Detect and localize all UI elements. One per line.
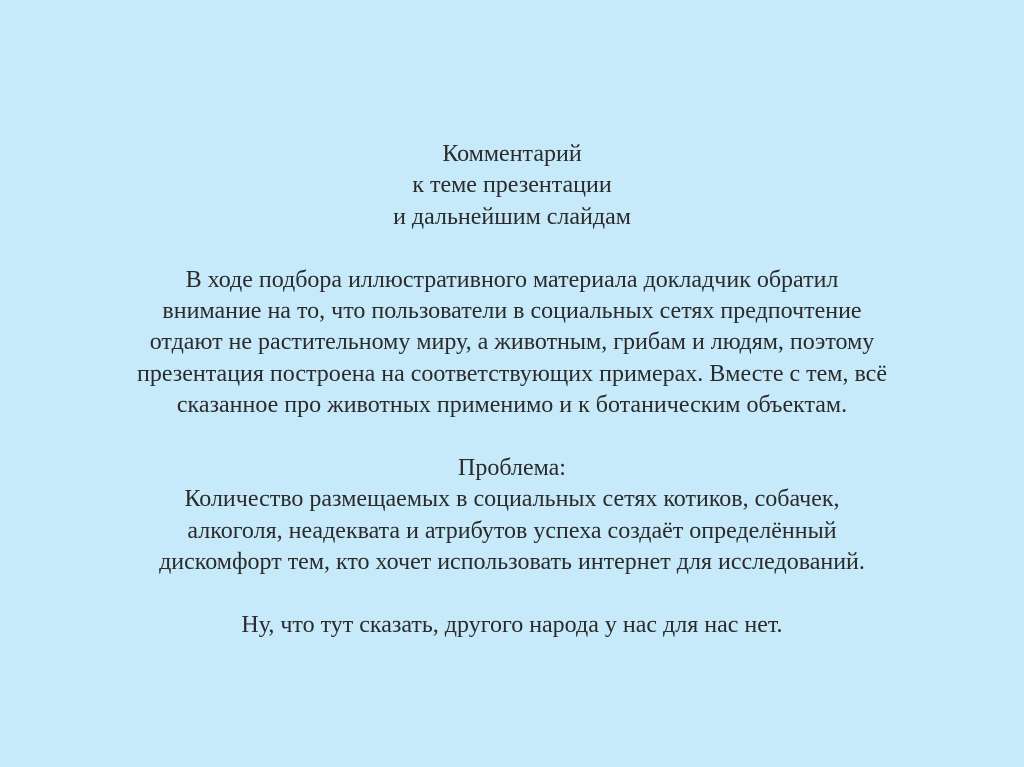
conclusion-line: Ну, что тут сказать, другого народа у нас для нас нет.	[241, 612, 783, 639]
observation-line-4: презентация построена на соответствующих примерах. Вместе с тем, всё	[137, 360, 887, 387]
spacer	[0, 422, 1024, 453]
problem-line-1: Количество размещаемых в социальных сетях котиков, собачек,	[184, 486, 840, 513]
problem-paragraph	[0, 453, 1024, 579]
heading-line-3: и дальнейшим слайдам	[393, 203, 631, 230]
heading-block	[0, 139, 1024, 233]
conclusion-paragraph	[0, 610, 1024, 641]
observation-line-1: В ходе подбора иллюстративного материала докладчик обратил	[185, 266, 839, 293]
heading-line-2: к теме презентации	[412, 172, 612, 199]
observation-paragraph	[0, 265, 1024, 422]
slide-text	[0, 139, 1024, 641]
spacer	[0, 233, 1024, 264]
observation-line-2: внимание на то, что пользователи в социальных сетях предпочтение	[162, 298, 862, 325]
problem-line-2: алкоголя, неадеквата и атрибутов успеха создаёт определённый	[187, 517, 837, 544]
observation-line-3: отдают не растительному миру, а животным, грибам и людям, поэтому	[149, 329, 875, 356]
observation-line-5: сказанное про животных применимо и к ботаническим объектам.	[176, 392, 848, 419]
problem-title: Проблема:	[458, 455, 566, 482]
heading-line-1: Комментарий	[442, 141, 582, 167]
spacer	[0, 579, 1024, 610]
problem-line-3: дискомфорт тем, кто хочет использовать интернет для исследований.	[159, 549, 865, 576]
